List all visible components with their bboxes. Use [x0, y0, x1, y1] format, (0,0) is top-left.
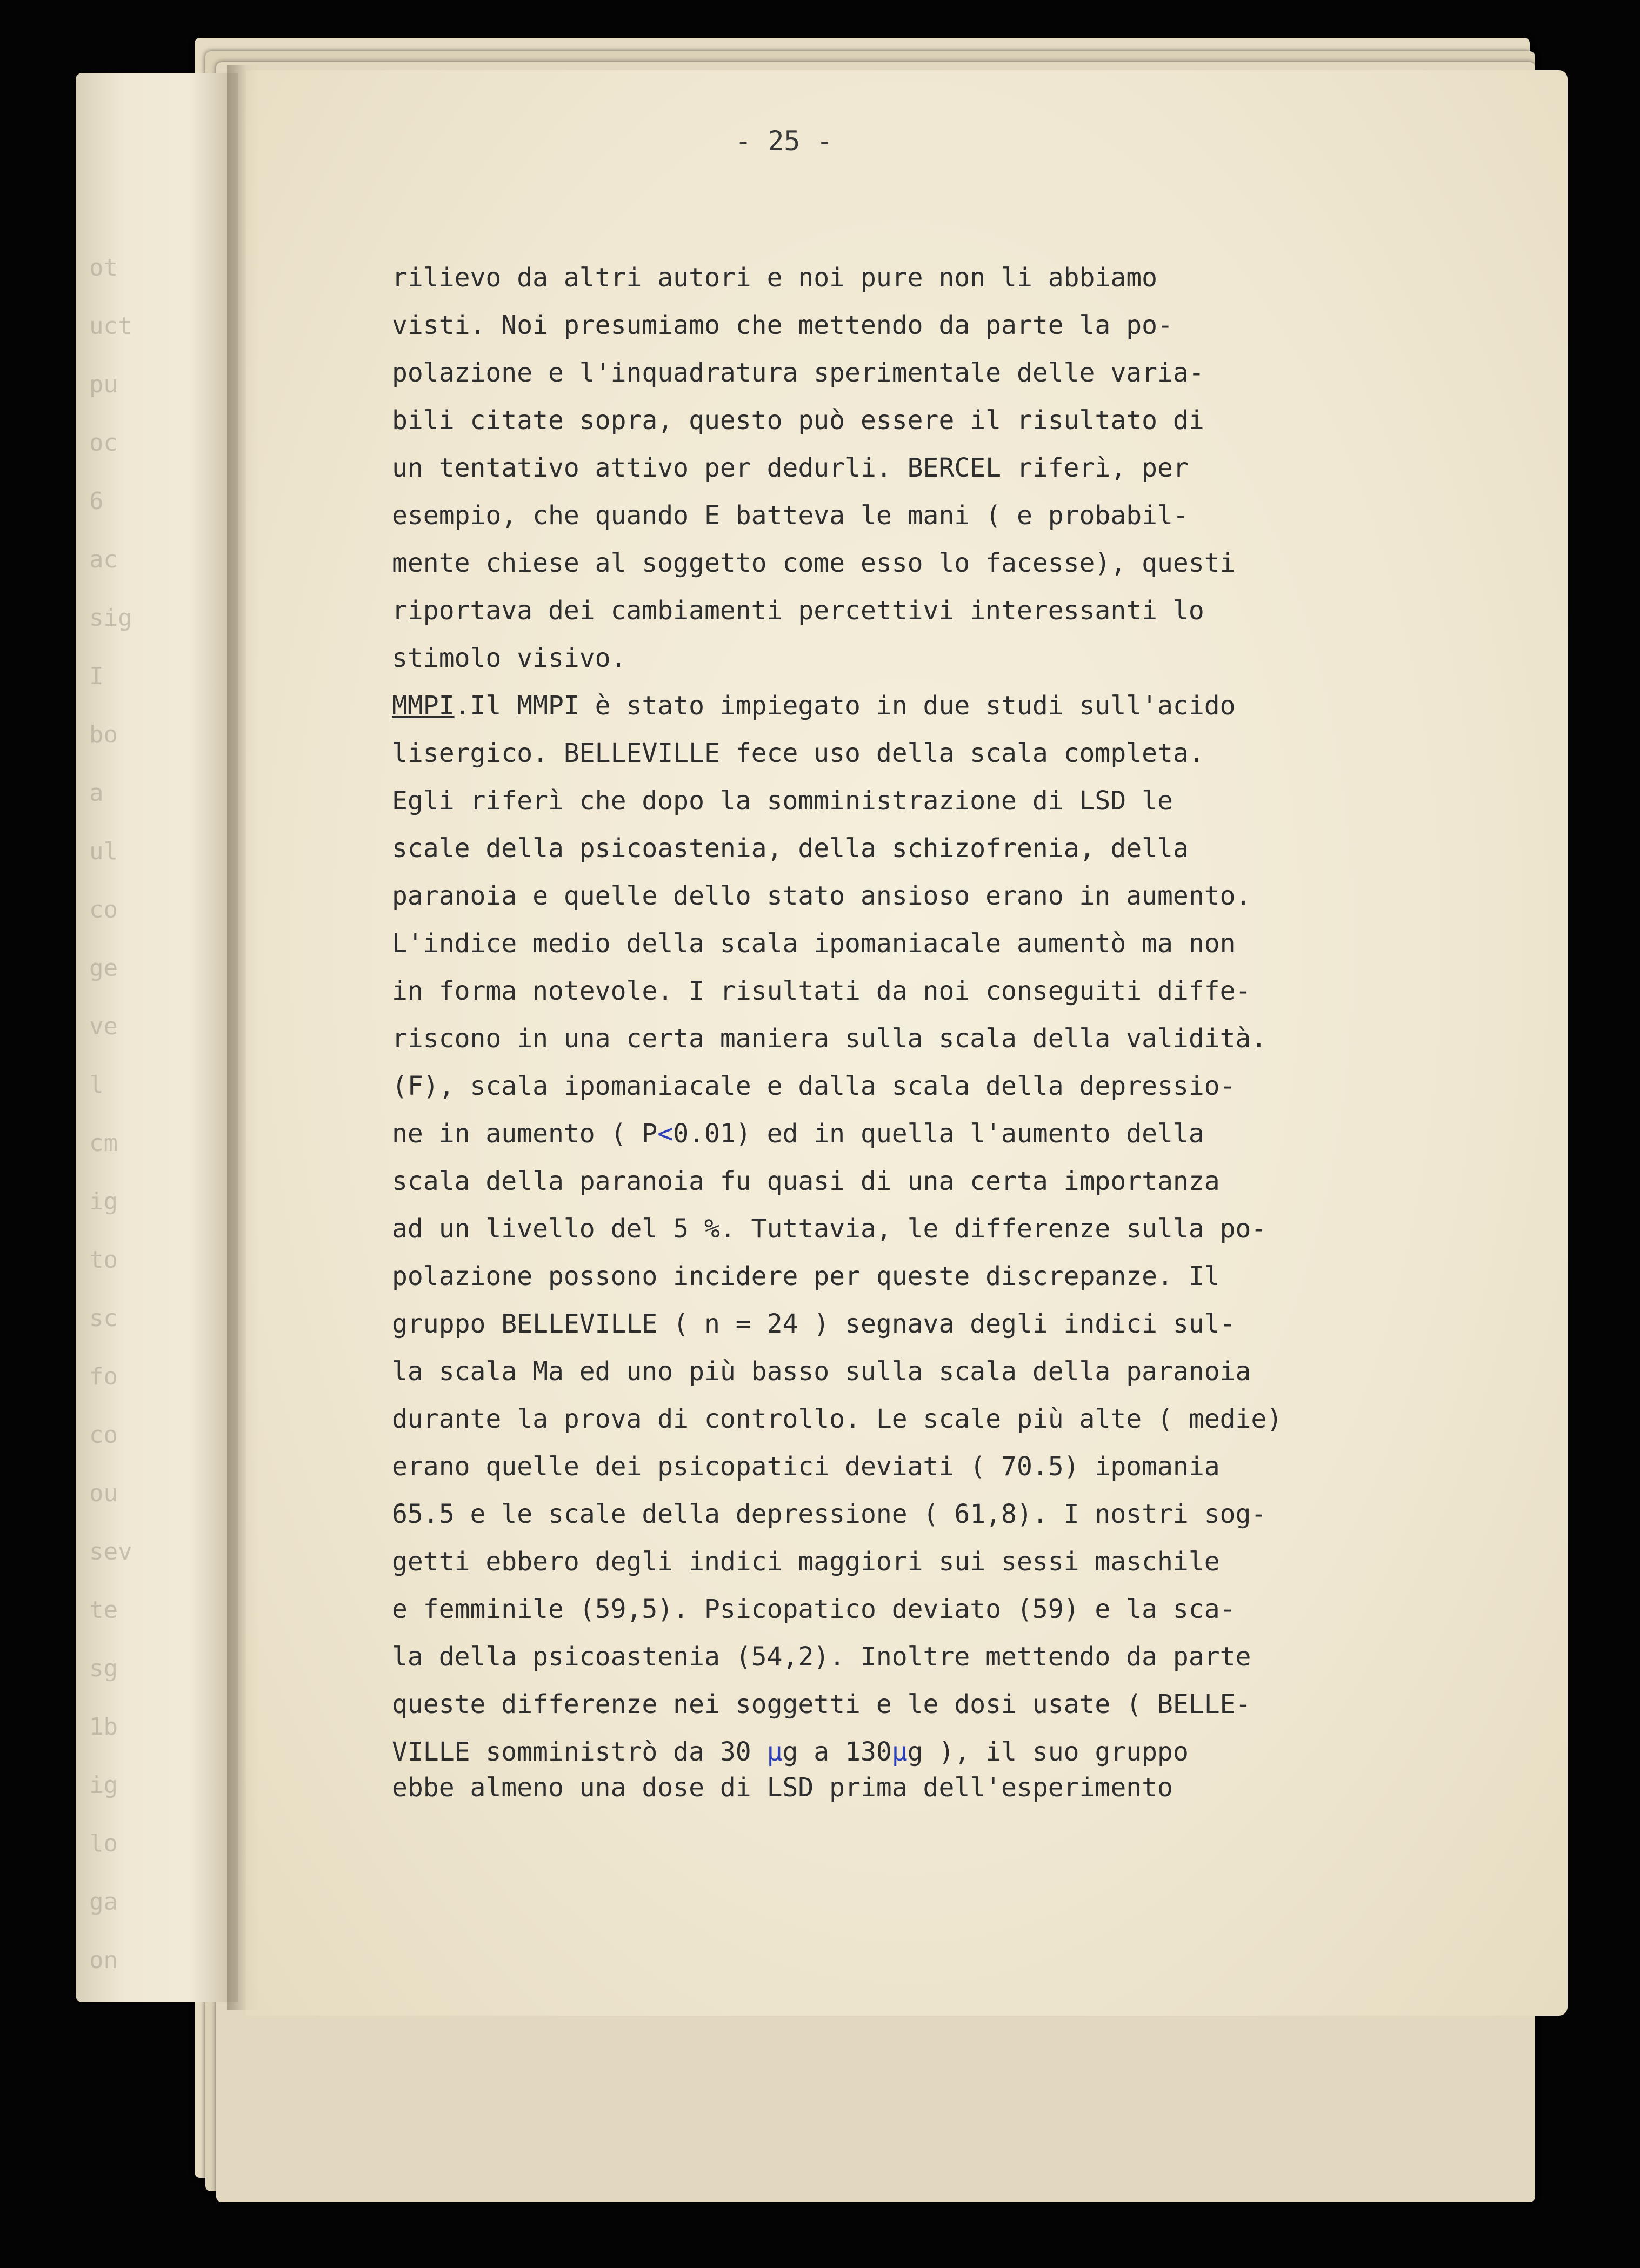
- previous-page-fragment: ge: [89, 954, 118, 982]
- previous-page-fragment: uct: [89, 312, 132, 340]
- body-line: la della psicoastenia (54,2). Inoltre mettendo da parte: [392, 1642, 1251, 1672]
- previous-page-fragment: to: [89, 1246, 118, 1274]
- previous-page-fragment: ig: [89, 1188, 118, 1215]
- mmpi-line-text: .Il MMPI è stato impiegato in due studi sull'acido: [454, 691, 1236, 721]
- body-line: polazione possono incidere per queste discrepanze. Il: [392, 1261, 1220, 1292]
- previous-page-fragment: cm: [89, 1129, 118, 1157]
- body-line-last: ebbe almeno una dose di LSD prima dell'esperimento: [392, 1772, 1173, 1803]
- body-line: bili citate sopra, questo può essere il risultato di: [392, 405, 1204, 436]
- handwritten-mu-1: µ: [766, 1737, 783, 1767]
- previous-page-fragment: bo: [89, 721, 118, 748]
- previous-page-fragment: co: [89, 896, 118, 924]
- body-line: riscono in una certa maniera sulla scala della validità.: [392, 1023, 1267, 1054]
- body-line: esempio, che quando E batteva le mani ( e probabil-: [392, 500, 1189, 531]
- body-line: mente chiese al soggetto come esso lo facesse), questi: [392, 548, 1236, 578]
- dose-text-1: VILLE somministrò da 30: [392, 1737, 767, 1767]
- previous-page-fragment: sc: [89, 1304, 118, 1332]
- previous-page-fragment: ig: [89, 1771, 118, 1799]
- body-line: durante la prova di controllo. Le scale più alte ( medie): [392, 1404, 1283, 1434]
- body-line: scala della paranoia fu quasi di una certa importanza: [392, 1166, 1220, 1196]
- previous-page-fragment: oc: [89, 429, 118, 457]
- previous-page-fragment: sig: [89, 604, 132, 632]
- body-line: erano quelle dei psicopatici deviati ( 70.5) ipomania: [392, 1451, 1220, 1482]
- previous-page-fragment: on: [89, 1946, 118, 1974]
- previous-page-fragment: ac: [89, 546, 118, 573]
- body-line: visti. Noi presumiamo che mettendo da parte la po-: [392, 310, 1173, 340]
- body-line: un tentativo attivo per dedurli. BERCEL riferì, per: [392, 453, 1189, 483]
- mmpi-heading: MMPI: [392, 691, 455, 721]
- typewritten-body: [392, 254, 1473, 1811]
- previous-page-fragment: l: [89, 1071, 104, 1099]
- pvalue-after: 0.01) ed in quella l'aumento della: [673, 1119, 1204, 1149]
- dose-text-3: g ), il suo gruppo: [907, 1737, 1189, 1767]
- body-line: polazione e l'inquadratura sperimentale delle varia-: [392, 358, 1204, 388]
- previous-page-fragment: sev: [89, 1538, 132, 1565]
- body-line: e femminile (59,5). Psicopatico deviato (59) e la sca-: [392, 1594, 1236, 1624]
- page-number: - 25 -: [735, 125, 833, 157]
- body-line: rilievo da altri autori e noi pure non li abbiamo: [392, 263, 1158, 293]
- body-line: L'indice medio della scala ipomaniacale aumentò ma non: [392, 928, 1236, 959]
- previous-page-fragment: te: [89, 1596, 118, 1624]
- previous-page-fragment: a: [89, 779, 104, 807]
- body-line: queste differenze nei soggetti e le dosi usate ( BELLE-: [392, 1689, 1251, 1720]
- pvalue-line: [392, 1110, 1473, 1158]
- body-line: Egli riferì che dopo la somministrazione di LSD le: [392, 786, 1173, 816]
- body-line: stimolo visivo.: [392, 643, 626, 673]
- body-line: scale della psicoastenia, della schizofrenia, della: [392, 833, 1189, 864]
- previous-page-fragment: lo: [89, 1830, 118, 1857]
- handwritten-less-than: <: [657, 1119, 674, 1149]
- previous-page-fragment: ve: [89, 1013, 118, 1040]
- body-line: in forma notevole. I risultati da noi conseguiti diffe-: [392, 976, 1251, 1006]
- dose-text-2: g a 130: [782, 1737, 892, 1767]
- handwritten-mu-2: µ: [891, 1737, 908, 1767]
- body-line: getti ebbero degli indici maggiori sui sessi maschile: [392, 1547, 1220, 1577]
- body-line: lisergico. BELLEVILLE fece uso della scala completa.: [392, 738, 1204, 768]
- previous-page-fragment: ga: [89, 1888, 118, 1916]
- body-line: gruppo BELLEVILLE ( n = 24 ) segnava degli indici sul-: [392, 1309, 1236, 1339]
- previous-page-fragment: ou: [89, 1480, 118, 1507]
- previous-page-fragment: ul: [89, 838, 118, 865]
- binding-fold: [227, 65, 259, 2010]
- body-line: riportava dei cambiamenti percettivi interessanti lo: [392, 596, 1204, 626]
- previous-page-fragment: pu: [89, 371, 118, 398]
- pvalue-before: ne in aumento ( P: [392, 1119, 658, 1149]
- previous-page-fragment: 1b: [89, 1713, 118, 1741]
- previous-page-fragment: fo: [89, 1363, 118, 1390]
- body-line: 65.5 e le scale della depressione ( 61,8). I nostri sog-: [392, 1499, 1267, 1529]
- previous-page-fragment: I: [89, 663, 104, 690]
- previous-page-fragment: 6: [89, 487, 104, 515]
- previous-page-fragment: ot: [89, 254, 118, 282]
- body-line: (F), scala ipomaniacale e dalla scala della depressio-: [392, 1071, 1236, 1101]
- body-line: paranoia e quelle dello stato ansioso erano in aumento.: [392, 881, 1251, 911]
- previous-page-fragment: co: [89, 1421, 118, 1449]
- body-line: la scala Ma ed uno più basso sulla scala della paranoia: [392, 1356, 1251, 1387]
- body-line: ad un livello del 5 %. Tuttavia, le differenze sulla po-: [392, 1214, 1267, 1244]
- mmpi-line: [392, 682, 1473, 730]
- previous-page-fragment: sg: [89, 1655, 118, 1682]
